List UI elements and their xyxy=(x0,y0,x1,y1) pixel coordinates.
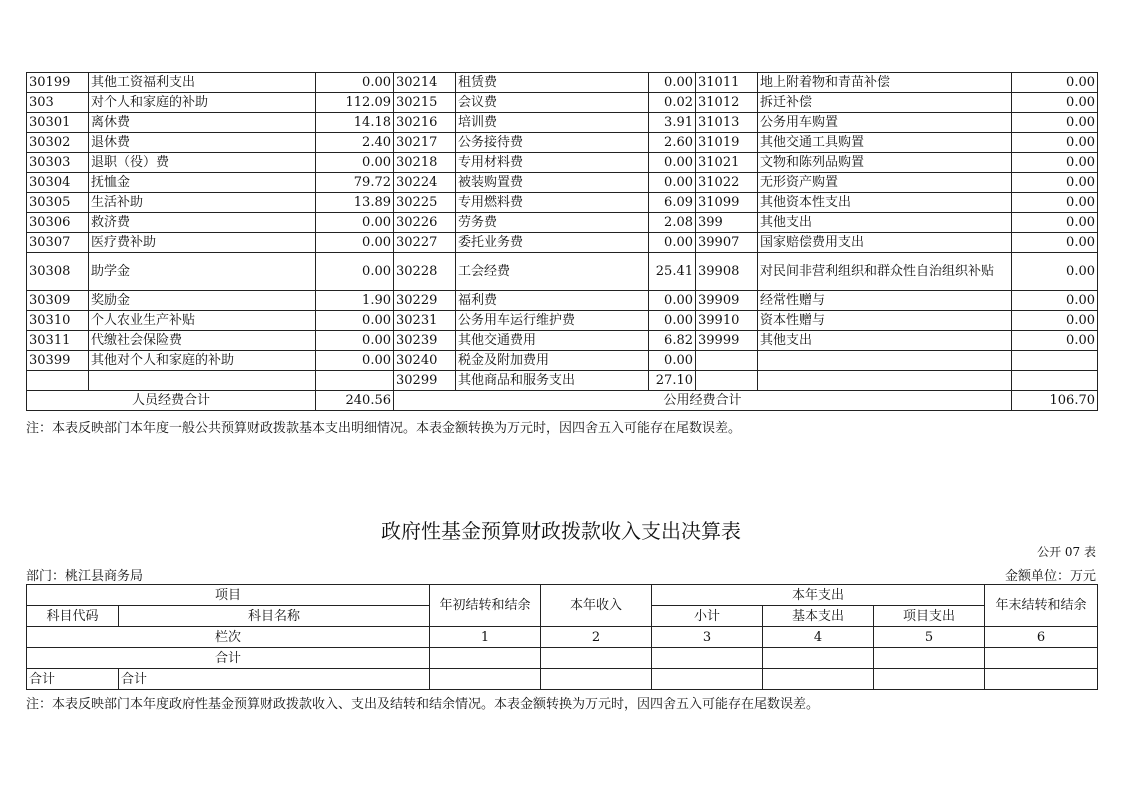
item-code: 31021 xyxy=(696,153,758,173)
item-name: 税金及附加费用 xyxy=(456,351,649,371)
item-name: 生活补助 xyxy=(89,193,316,213)
item-code: 30303 xyxy=(27,153,89,173)
item-value: 2.40 xyxy=(316,133,394,153)
item-name: 租赁费 xyxy=(456,73,649,93)
item-value: 0.00 xyxy=(1012,331,1098,351)
total-row xyxy=(27,648,1098,669)
item-value: 6.09 xyxy=(649,193,696,213)
table-row xyxy=(27,291,1098,311)
item-value: 0.00 xyxy=(1012,291,1098,311)
item-name xyxy=(758,371,1012,391)
public-total-value: 106.70 xyxy=(1012,391,1098,411)
item-code: 30239 xyxy=(394,331,456,351)
item-code: 30311 xyxy=(27,331,89,351)
header-closing: 年末结转和结余 xyxy=(985,585,1098,627)
table-row xyxy=(27,233,1098,253)
item-code: 30240 xyxy=(394,351,456,371)
item-code: 31022 xyxy=(696,173,758,193)
item-name: 公务接待费 xyxy=(456,133,649,153)
item-name: 奖励金 xyxy=(89,291,316,311)
item-value: 0.00 xyxy=(1012,233,1098,253)
item-value xyxy=(316,371,394,391)
item-code: 30310 xyxy=(27,311,89,331)
item-value: 0.00 xyxy=(1012,193,1098,213)
col-number: 4 xyxy=(763,627,874,648)
item-name: 其他资本性支出 xyxy=(758,193,1012,213)
item-code: 30225 xyxy=(394,193,456,213)
item-name: 专用材料费 xyxy=(456,153,649,173)
item-code: 30302 xyxy=(27,133,89,153)
item-name: 委托业务费 xyxy=(456,233,649,253)
item-code xyxy=(27,371,89,391)
item-value: 0.00 xyxy=(316,153,394,173)
item-code: 39999 xyxy=(696,331,758,351)
fund-budget-table xyxy=(26,584,1098,690)
item-value: 27.10 xyxy=(649,371,696,391)
item-code: 30227 xyxy=(394,233,456,253)
header-income: 本年收入 xyxy=(541,585,652,627)
item-code: 30307 xyxy=(27,233,89,253)
table-row xyxy=(27,133,1098,153)
item-code: 30228 xyxy=(394,253,456,291)
item-value: 0.00 xyxy=(1012,113,1098,133)
item-name xyxy=(758,351,1012,371)
header-basic: 基本支出 xyxy=(763,606,874,627)
item-value: 0.00 xyxy=(316,253,394,291)
item-name: 无形资产购置 xyxy=(758,173,1012,193)
item-name: 救济费 xyxy=(89,213,316,233)
item-code: 30216 xyxy=(394,113,456,133)
personnel-total-label: 人员经费合计 xyxy=(27,391,316,411)
item-value: 0.00 xyxy=(316,311,394,331)
item-code: 30229 xyxy=(394,291,456,311)
item-name: 退休费 xyxy=(89,133,316,153)
item-code: 30305 xyxy=(27,193,89,213)
item-value: 0.00 xyxy=(316,213,394,233)
item-code: 30306 xyxy=(27,213,89,233)
col-number: 1 xyxy=(430,627,541,648)
footnote: 注：本表反映部门本年度政府性基金预算财政拨款收入、支出及结转和结余情况。本表金额转换为万元时，因四舍五入可能存在尾数误差。 xyxy=(26,697,820,712)
item-value: 0.00 xyxy=(649,351,696,371)
item-value: 0.00 xyxy=(1012,173,1098,193)
item-value: 0.00 xyxy=(649,291,696,311)
table-row xyxy=(27,351,1098,371)
item-code: 399 xyxy=(696,213,758,233)
item-name: 福利费 xyxy=(456,291,649,311)
item-code: 39909 xyxy=(696,291,758,311)
item-name: 经常性赠与 xyxy=(758,291,1012,311)
item-value: 0.00 xyxy=(1012,213,1098,233)
item-name: 助学金 xyxy=(89,253,316,291)
item-value: 0.00 xyxy=(1012,73,1098,93)
item-code: 39908 xyxy=(696,253,758,291)
table-row xyxy=(27,331,1098,351)
item-value: 112.09 xyxy=(316,93,394,113)
item-name: 其他对个人和家庭的补助 xyxy=(89,351,316,371)
item-name: 其他交通工具购置 xyxy=(758,133,1012,153)
table-row xyxy=(27,371,1098,391)
item-name: 其他商品和服务支出 xyxy=(456,371,649,391)
item-name: 医疗费补助 xyxy=(89,233,316,253)
item-code: 30199 xyxy=(27,73,89,93)
col-number: 2 xyxy=(541,627,652,648)
header-code: 科目代码 xyxy=(27,606,119,627)
item-code: 30214 xyxy=(394,73,456,93)
column-number-row xyxy=(27,627,1098,648)
item-value: 13.89 xyxy=(316,193,394,213)
item-name: 其他交通费用 xyxy=(456,331,649,351)
item-value: 1.90 xyxy=(316,291,394,311)
total-label: 合计 xyxy=(27,648,430,669)
table-row xyxy=(27,669,1098,690)
table-row xyxy=(27,193,1098,213)
page-title: 政府性基金预算财政拨款收入支出决算表 xyxy=(381,519,741,543)
item-name: 其他工资福利支出 xyxy=(89,73,316,93)
item-name: 劳务费 xyxy=(456,213,649,233)
item-name: 代缴社会保险费 xyxy=(89,331,316,351)
item-code: 31013 xyxy=(696,113,758,133)
table-row xyxy=(27,173,1098,193)
table-row xyxy=(27,311,1098,331)
item-code: 30299 xyxy=(394,371,456,391)
item-value: 0.00 xyxy=(1012,93,1098,113)
item-code: 30304 xyxy=(27,173,89,193)
item-code: 303 xyxy=(27,93,89,113)
header-row xyxy=(27,585,1098,606)
item-code: 30309 xyxy=(27,291,89,311)
item-name: 国家赔偿费用支出 xyxy=(758,233,1012,253)
item-value: 0.00 xyxy=(649,153,696,173)
item-code: 30399 xyxy=(27,351,89,371)
table-row xyxy=(27,93,1098,113)
col-number: 3 xyxy=(652,627,763,648)
item-code xyxy=(696,371,758,391)
item-code: 31011 xyxy=(696,73,758,93)
item-code: 30215 xyxy=(394,93,456,113)
item-name xyxy=(89,371,316,391)
row-code: 合计 xyxy=(27,669,119,690)
item-name: 工会经费 xyxy=(456,253,649,291)
item-code: 31012 xyxy=(696,93,758,113)
item-name: 其他支出 xyxy=(758,213,1012,233)
item-value: 0.00 xyxy=(316,233,394,253)
item-name: 退职（役）费 xyxy=(89,153,316,173)
item-value: 6.82 xyxy=(649,331,696,351)
item-code: 31099 xyxy=(696,193,758,213)
basic-expense-detail-table xyxy=(26,72,1098,411)
item-value: 2.08 xyxy=(649,213,696,233)
unit-label: 金额单位：万元 xyxy=(1004,569,1096,584)
item-value: 0.00 xyxy=(316,73,394,93)
item-code: 39910 xyxy=(696,311,758,331)
table-row xyxy=(27,213,1098,233)
item-code: 30308 xyxy=(27,253,89,291)
header-subtotal: 小计 xyxy=(652,606,763,627)
table-row xyxy=(27,153,1098,173)
col-number: 6 xyxy=(985,627,1098,648)
table-row xyxy=(27,253,1098,291)
item-code: 30226 xyxy=(394,213,456,233)
item-value: 3.91 xyxy=(649,113,696,133)
item-value: 79.72 xyxy=(316,173,394,193)
item-value: 0.00 xyxy=(1012,253,1098,291)
item-name: 会议费 xyxy=(456,93,649,113)
item-value: 0.00 xyxy=(1012,153,1098,173)
item-name: 拆迁补偿 xyxy=(758,93,1012,113)
item-name: 其他支出 xyxy=(758,331,1012,351)
item-value: 14.18 xyxy=(316,113,394,133)
item-name: 公务用车运行维护费 xyxy=(456,311,649,331)
header-opening: 年初结转和结余 xyxy=(430,585,541,627)
item-value: 2.60 xyxy=(649,133,696,153)
item-value: 25.41 xyxy=(649,253,696,291)
header-name: 科目名称 xyxy=(119,606,430,627)
item-name: 抚恤金 xyxy=(89,173,316,193)
table-number: 公开 07 表 xyxy=(1037,545,1096,559)
item-value xyxy=(1012,351,1098,371)
item-name: 被装购置费 xyxy=(456,173,649,193)
table-row xyxy=(27,113,1098,133)
item-code: 30301 xyxy=(27,113,89,133)
item-name: 离休费 xyxy=(89,113,316,133)
row-name: 合计 xyxy=(119,669,430,690)
item-name: 资本性赠与 xyxy=(758,311,1012,331)
item-code: 30218 xyxy=(394,153,456,173)
item-name: 地上附着物和青苗补偿 xyxy=(758,73,1012,93)
department-label: 部门：桃江县商务局 xyxy=(26,569,144,584)
item-name: 对民间非营利组织和群众性自治组织补贴 xyxy=(758,253,1012,291)
item-code: 30217 xyxy=(394,133,456,153)
table-row xyxy=(27,73,1098,93)
item-value: 0.00 xyxy=(649,73,696,93)
item-value: 0.00 xyxy=(316,351,394,371)
item-name: 文物和陈列品购置 xyxy=(758,153,1012,173)
item-value: 0.00 xyxy=(1012,133,1098,153)
item-name: 个人农业生产补贴 xyxy=(89,311,316,331)
item-value: 0.00 xyxy=(649,311,696,331)
footnote: 注：本表反映部门本年度一般公共预算财政拨款基本支出明细情况。本表金额转换为万元时，因四舍五入可能存在尾数误差。 xyxy=(26,421,742,436)
item-value: 0.00 xyxy=(1012,311,1098,331)
item-value: 0.00 xyxy=(649,173,696,193)
header-project: 项目支出 xyxy=(874,606,985,627)
header-expense: 本年支出 xyxy=(652,585,985,606)
item-code: 30224 xyxy=(394,173,456,193)
public-total-label: 公用经费合计 xyxy=(394,391,1012,411)
item-name: 专用燃料费 xyxy=(456,193,649,213)
item-code: 30231 xyxy=(394,311,456,331)
header-item: 项目 xyxy=(27,585,430,606)
item-value: 0.00 xyxy=(649,233,696,253)
col-row-label: 栏次 xyxy=(27,627,430,648)
item-code xyxy=(696,351,758,371)
col-number: 5 xyxy=(874,627,985,648)
item-name: 培训费 xyxy=(456,113,649,133)
item-name: 对个人和家庭的补助 xyxy=(89,93,316,113)
personnel-total-value: 240.56 xyxy=(316,391,394,411)
item-value: 0.02 xyxy=(649,93,696,113)
item-code: 31019 xyxy=(696,133,758,153)
table-row xyxy=(27,391,1098,411)
item-name: 公务用车购置 xyxy=(758,113,1012,133)
item-value xyxy=(1012,371,1098,391)
item-value: 0.00 xyxy=(316,331,394,351)
item-code: 39907 xyxy=(696,233,758,253)
